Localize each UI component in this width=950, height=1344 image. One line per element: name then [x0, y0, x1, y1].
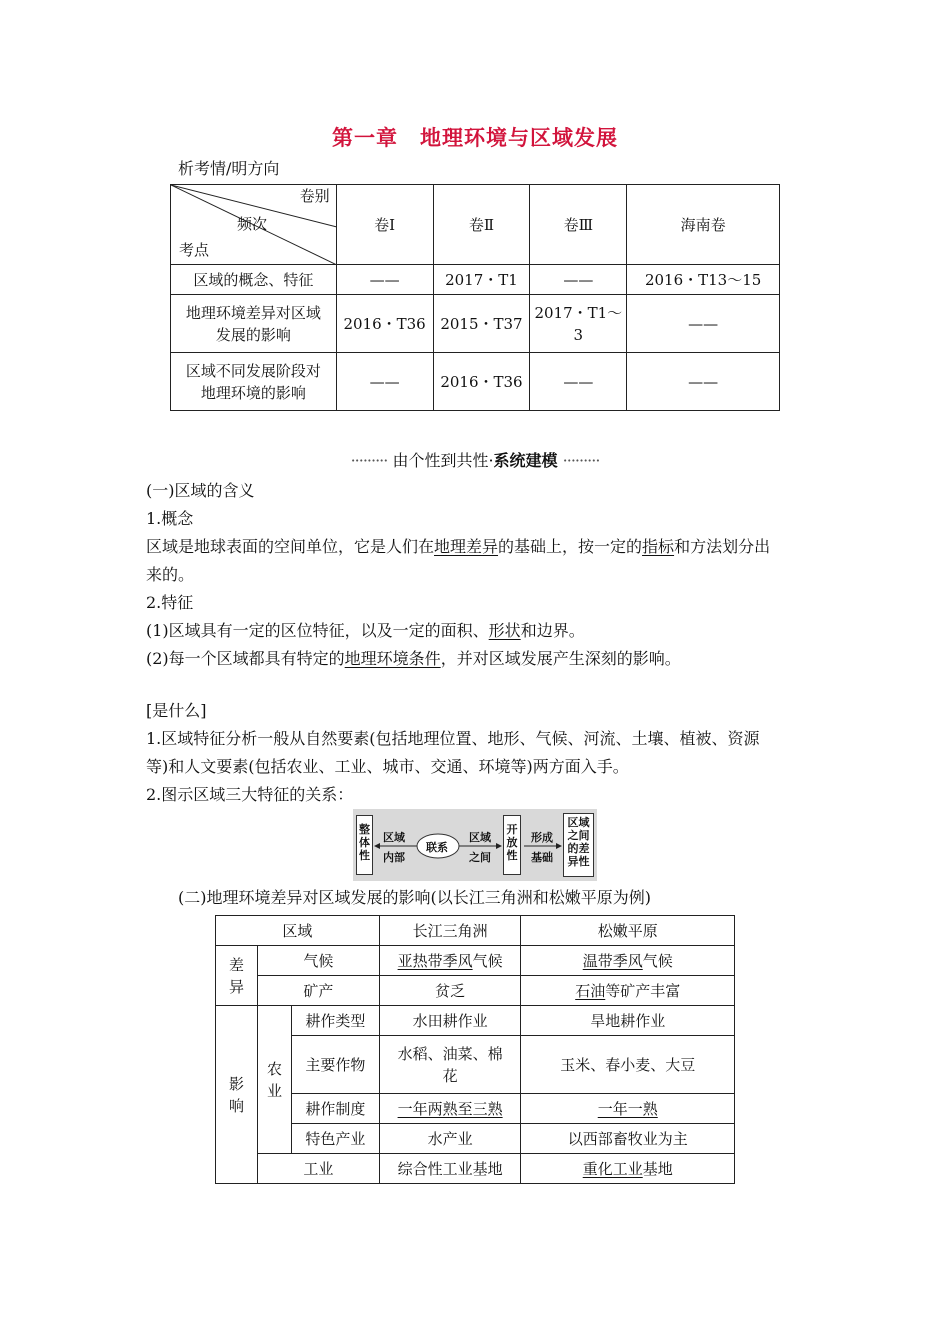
header-cell: 海南卷: [627, 185, 780, 265]
box-openness: 开放性: [503, 815, 521, 875]
row-name: 耕作类型: [291, 1006, 379, 1036]
header-cell: 卷Ⅲ: [530, 185, 627, 265]
box-integrity: 整体性: [356, 815, 373, 875]
cell: 玉米、春小麦、大豆: [521, 1036, 735, 1094]
cell: ——: [530, 265, 627, 295]
cell: 温带季风气候: [521, 946, 735, 976]
header-cell: 卷Ⅱ: [433, 185, 530, 265]
cell: 2016・T13～15: [627, 265, 780, 295]
paragraph-line: 2.图示区域三大特征的关系：: [146, 785, 354, 804]
exam-table: [170, 184, 780, 411]
diagram-arrows: [353, 809, 597, 881]
cell: 石油等矿产丰富: [521, 976, 735, 1006]
center-label: 联系: [426, 841, 448, 854]
impact-label: 影响: [216, 1006, 258, 1184]
section-heading: [是什么]: [146, 701, 207, 720]
header-cell: 区域: [216, 916, 380, 946]
row-name: 气候: [257, 946, 379, 976]
cell: ——: [627, 295, 780, 353]
label-forms-basis-b: 基础: [531, 851, 553, 864]
cell: 一年两熟至三熟: [379, 1094, 521, 1124]
label-forms-basis: 形成: [531, 831, 553, 844]
header-cell: 松嫩平原: [521, 916, 735, 946]
row-name: 特色产业: [291, 1124, 379, 1154]
cell: 2016・T36: [336, 295, 433, 353]
label-between-regions: 区域: [469, 831, 491, 844]
table-row: [216, 946, 735, 976]
paragraph-line: 区域是地球表面的空间单位，它是人们在地理差异的基础上，按一定的指标和方法划分出: [146, 537, 771, 556]
paragraph-line: 1.区域特征分析一般从自然要素(包括地理位置、地形、气候、河流、土壤、植被、资源: [146, 729, 760, 748]
cell: 重化工业基地: [521, 1154, 735, 1184]
topic-cell: 区域的概念、特征: [171, 265, 337, 295]
section-header-bold: 系统建模: [493, 451, 558, 470]
cell: ——: [336, 353, 433, 411]
cell: 水田耕作业: [379, 1006, 521, 1036]
diff-label: 差异: [216, 946, 258, 1006]
cell: 2015・T37: [433, 295, 530, 353]
paragraph-line: (2)每一个区域都具有特定的地理环境条件，并对区域发展产生深刻的影响。: [146, 649, 681, 668]
topic-cell: 地理环境差异对区域发展的影响: [171, 295, 337, 353]
paragraph-line: 等)和人文要素(包括农业、工业、城市、交通、环境等)两方面入手。: [146, 757, 629, 776]
cell: ——: [627, 353, 780, 411]
dots-left: ·········: [350, 451, 388, 470]
row-name: 耕作制度: [291, 1094, 379, 1124]
relationship-diagram: [353, 809, 597, 881]
corner-cell: [171, 185, 337, 265]
header-cell: 长江三角洲: [379, 916, 521, 946]
corner-mid: 频次: [237, 215, 268, 233]
cell: ——: [530, 353, 627, 411]
item-title: 1.概念: [146, 509, 194, 528]
box-difference: 区域之间的差异性: [563, 813, 594, 877]
section-heading: (二)地理环境差异对区域发展的影响(以长江三角洲和松嫩平原为例): [178, 888, 651, 907]
cell: 综合性工业基地: [379, 1154, 521, 1184]
cell: 2017・T1: [433, 265, 530, 295]
chapter-title: 第一章 地理环境与区域发展: [332, 126, 618, 150]
table-row: [216, 1094, 735, 1124]
cell: 2016・T36: [433, 353, 530, 411]
corner-top: 卷别: [299, 187, 330, 205]
topic-cell: 区域不同发展阶段对地理环境的影响: [171, 353, 337, 411]
cell: 水产业: [379, 1124, 521, 1154]
section-header: [0, 448, 950, 471]
cell: ——: [336, 265, 433, 295]
row-name: 主要作物: [291, 1036, 379, 1094]
label-within-region-b: 内部: [383, 851, 405, 864]
cell: 旱地耕作业: [521, 1006, 735, 1036]
table-row: [171, 295, 780, 353]
cell: 以西部畜牧业为主: [521, 1124, 735, 1154]
table-row: [216, 1154, 735, 1184]
row-name: 工业: [257, 1154, 379, 1184]
cell: 一年一熟: [521, 1094, 735, 1124]
item-title: 2.特征: [146, 593, 194, 612]
table-row: [216, 1036, 735, 1094]
section-header-text: 由个性到共性·: [392, 451, 494, 470]
table-row: [171, 353, 780, 411]
header-cell: 卷Ⅰ: [336, 185, 433, 265]
corner-bottom: 考点: [179, 241, 210, 259]
table-row: [171, 265, 780, 295]
agri-label: 农业: [257, 1006, 291, 1154]
row-name: 矿产: [257, 976, 379, 1006]
section-heading: (一)区域的含义: [146, 481, 255, 500]
cell: 贫乏: [379, 976, 521, 1006]
cell: 2017・T1～3: [530, 295, 627, 353]
table-row: [216, 1006, 735, 1036]
label-between-regions-b: 之间: [469, 851, 491, 864]
cell: 亚热带季风气候: [379, 946, 521, 976]
paragraph-line: (1)区域具有一定的区位特征，以及一定的面积、形状和边界。: [146, 621, 585, 640]
table-row: [216, 1124, 735, 1154]
dots-right: ·········: [562, 451, 600, 470]
cell: 水稻、油菜、棉花: [379, 1036, 521, 1094]
table-row: [216, 976, 735, 1006]
label-within-region: 区域: [383, 831, 405, 844]
comparison-table: [215, 915, 735, 1184]
paragraph-line: 来的。: [146, 565, 195, 584]
subtitle: 析考情/明方向: [178, 159, 280, 178]
